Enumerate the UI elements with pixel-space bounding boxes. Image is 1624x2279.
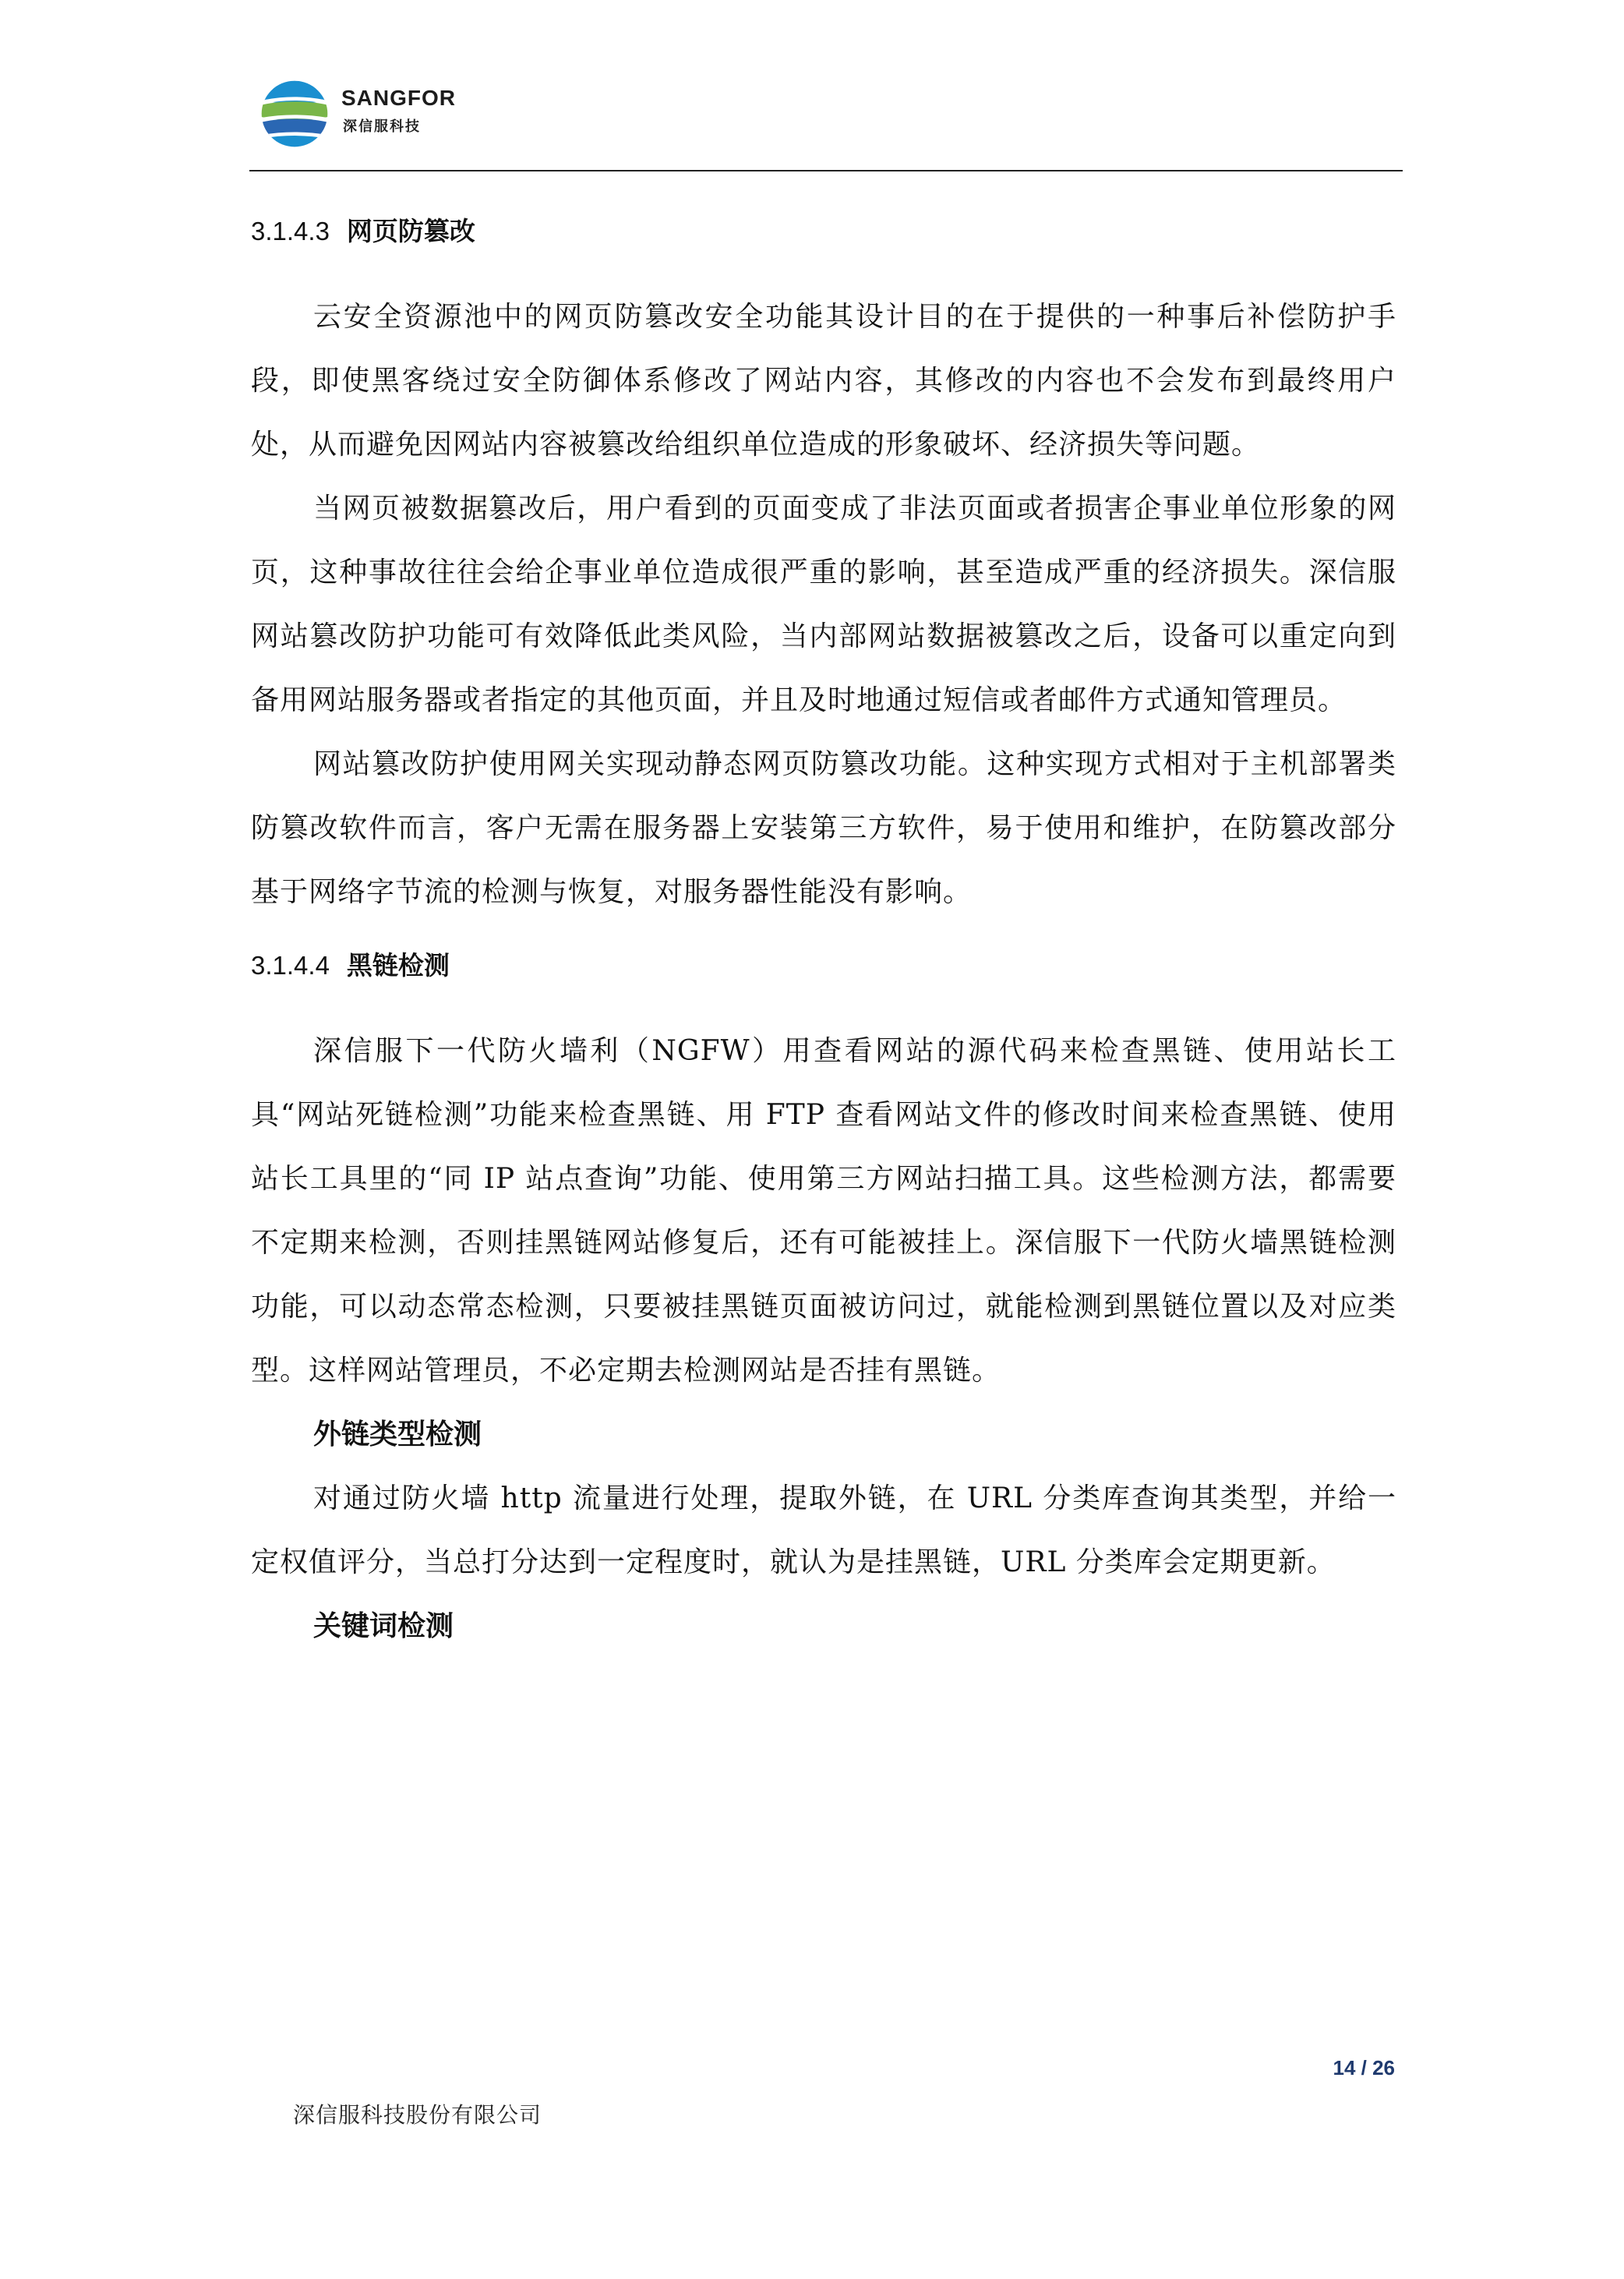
sangfor-logo-icon [259, 78, 330, 150]
paragraph: 对通过防火墙 http 流量进行处理，提取外链，在 URL 分类库查询其类型，并给一定权值评分，当总打分达到一定程度时，就认为是挂黑链，URL 分类库会定期更新。 [251, 1482, 1396, 1578]
page-header [249, 62, 1403, 171]
section-number: 3.1.4.3 [251, 217, 330, 246]
section-title: 网页防篡改 [346, 216, 475, 246]
section-heading-web-tamper [251, 204, 1396, 259]
paragraph: 当网页被数据篡改后，用户看到的页面变成了非法页面或者损害企事业单位形象的网页，这种事故往往会给企事业单位造成很严重的影响，甚至造成严重的经济损失。深信服网站篡改防护功能可有效降低此类风险，当内部网站数据被篡改之后，设备可以重定向到备用网站服务器或者指定的其他页面，并且及时地通过短信或者邮件方式通知管理员。 [251, 493, 1396, 716]
paragraph: 网站篡改防护使用网关实现动静态网页防篡改功能。这种实现方式相对于主机部署类防篡改软件而言，客户无需在服务器上安装第三方软件，易于使用和维护，在防篡改部分基于网络字节流的检测与恢复，对服务器性能没有影响。 [251, 748, 1396, 908]
paragraph: 云安全资源池中的网页防篡改安全功能其设计目的在于提供的一种事后补偿防护手段，即使黑客绕过安全防御体系修改了网站内容，其修改的内容也不会发布到最终用户处，从而避免因网站内容被篡改给组织单位造成的形象破坏、经济损失等问题。 [251, 301, 1396, 461]
header-divider [249, 170, 1403, 171]
paragraph: 深信服下一代防火墙利（NGFW）用查看网站的源代码来检查黑链、使用站长工具“网站死链检测”功能来检查黑链、用 FTP 查看网站文件的修改时间来检查黑链、使用站长工具里的“同 IP 站点查询”功能、使用第三方网站扫描工具。这些检测方法，都需要不定期来检测，否则挂黑链网站修复后，还有可能被挂上。深信服下一代防火墙黑链检测功能，可以动态常态检测，只要被挂黑链页面被访问过，就能检测到黑链位置以及对应类型。这样网站管理员，不必定期去检测网站是否挂有黑链。 [251, 1035, 1396, 1387]
subsection-title: 关键词检测 [313, 1610, 454, 1642]
document-body [251, 204, 1396, 1659]
section-title: 黑链检测 [346, 950, 450, 980]
section-number: 3.1.4.4 [251, 951, 330, 980]
footer-company: 深信服科技股份有限公司 [293, 2102, 542, 2128]
page-number: 14 / 26 [1333, 2056, 1395, 2079]
brand-subtitle: 深信服科技 [343, 118, 421, 135]
subsection-title: 外链类型检测 [313, 1419, 482, 1450]
brand-name: SANGFOR [341, 86, 456, 110]
section-heading-blacklink [251, 938, 1396, 993]
